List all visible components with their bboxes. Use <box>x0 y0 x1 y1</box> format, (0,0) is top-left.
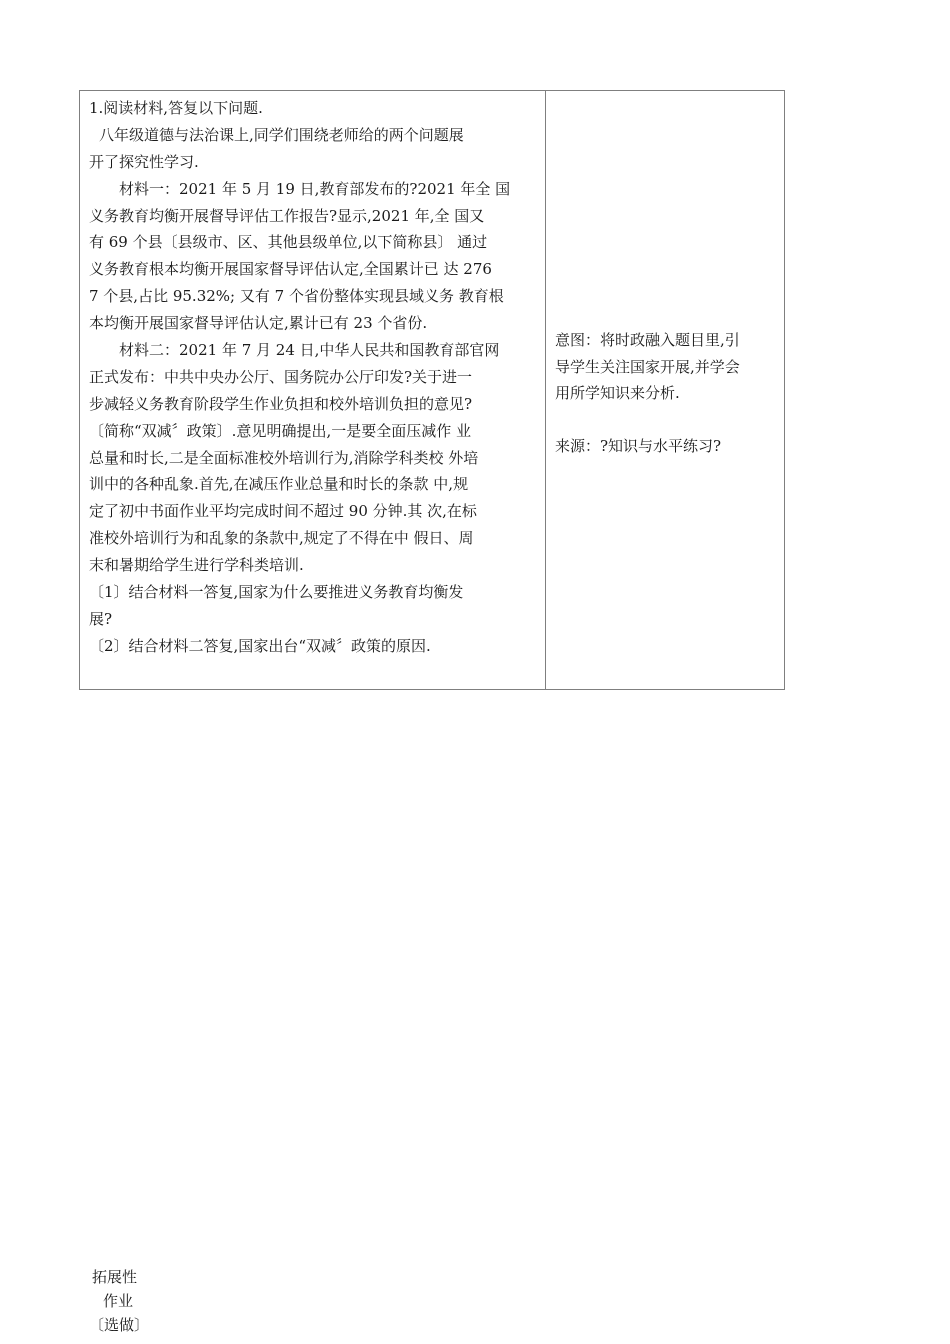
notes-block <box>555 327 775 460</box>
material-one-line: 7 个县,占比 95.32%; 又有 7 个省份整体实现县域义务 教育根 <box>89 287 504 306</box>
material-one-line: 义务教育均衡开展督导评估工作报告?显示,2021 年,全 国又 <box>89 206 485 225</box>
question-text-line: 八年级道德与法治课上,同学们围绕老师给的两个问题展 <box>99 125 464 144</box>
extension-homework-label <box>89 1265 150 1337</box>
extension-label-line: 〔选做〕 <box>89 1316 150 1334</box>
material-two-line: 定了初中书面作业平均完成时间不超过 90 分钟.其 次,在标 <box>89 502 477 521</box>
material-two-line: 末和暑期给学生进行学科类培训. <box>89 556 304 575</box>
extension-label-line: 拓展性 <box>92 1268 138 1286</box>
intent-line: 意图：将时政融入题目里,引 <box>555 331 740 349</box>
material-one-line: 有 69 个县〔县级市、区、其他县级单位,以下简称县〕 通过 <box>89 233 488 252</box>
material-two-line: 步减轻义务教育阶段学生作业负担和校外培训负担的意见? <box>89 394 473 413</box>
intent-line: 用所学知识来分析. <box>555 384 680 402</box>
material-two-line: 正式发布：中共中央办公厅、国务院办公厅印发?关于进一 <box>89 367 473 386</box>
question-text-line: 开了探究性学习. <box>89 152 199 171</box>
material-one-line: 本均衡开展国家督导评估认定,累计已有 23 个省份. <box>89 314 428 333</box>
extension-label-line: 作业 <box>103 1292 134 1310</box>
exercise-table <box>79 90 785 690</box>
material-two-line: 准校外培训行为和乱象的条款中,规定了不得在中 假日、周 <box>89 529 474 548</box>
intent-line: 导学生关注国家开展,并学会 <box>555 357 740 376</box>
sub-question-2: 〔2〕结合材料二答复,国家出台“双减〞政策的原因. <box>89 636 431 655</box>
material-two-line: 材料二：2021 年 7 月 24 日,中华人民共和国教育部官网 <box>119 341 500 360</box>
material-two-line: 总量和时长,二是全面标准校外培训行为,消除学科类校 外培 <box>89 448 479 467</box>
material-one-line: 材料一：2021 年 5 月 19 日,教育部发布的?2021 年全 国 <box>119 179 511 198</box>
source-line: 来源：?知识与水平练习? <box>555 437 722 455</box>
question-cell <box>80 91 546 689</box>
sub-question-1: 〔1〕结合材料一答复,国家为什么要推进义务教育均衡发 <box>89 583 464 602</box>
material-two-line: 〔简称“双减〞政策〕.意见明确提出,一是要全面压减作 业 <box>89 421 471 440</box>
notes-cell <box>546 91 784 689</box>
material-two-line: 训中的各种乱象.首先,在减压作业总量和时长的条款 中,规 <box>89 475 469 494</box>
sub-question-1-cont: 展? <box>89 609 113 628</box>
question-title: 1.阅读材料,答复以下问题. <box>89 99 263 117</box>
material-one-line: 义务教育根本均衡开展国家督导评估认定,全国累计已 达 276 <box>89 260 492 279</box>
